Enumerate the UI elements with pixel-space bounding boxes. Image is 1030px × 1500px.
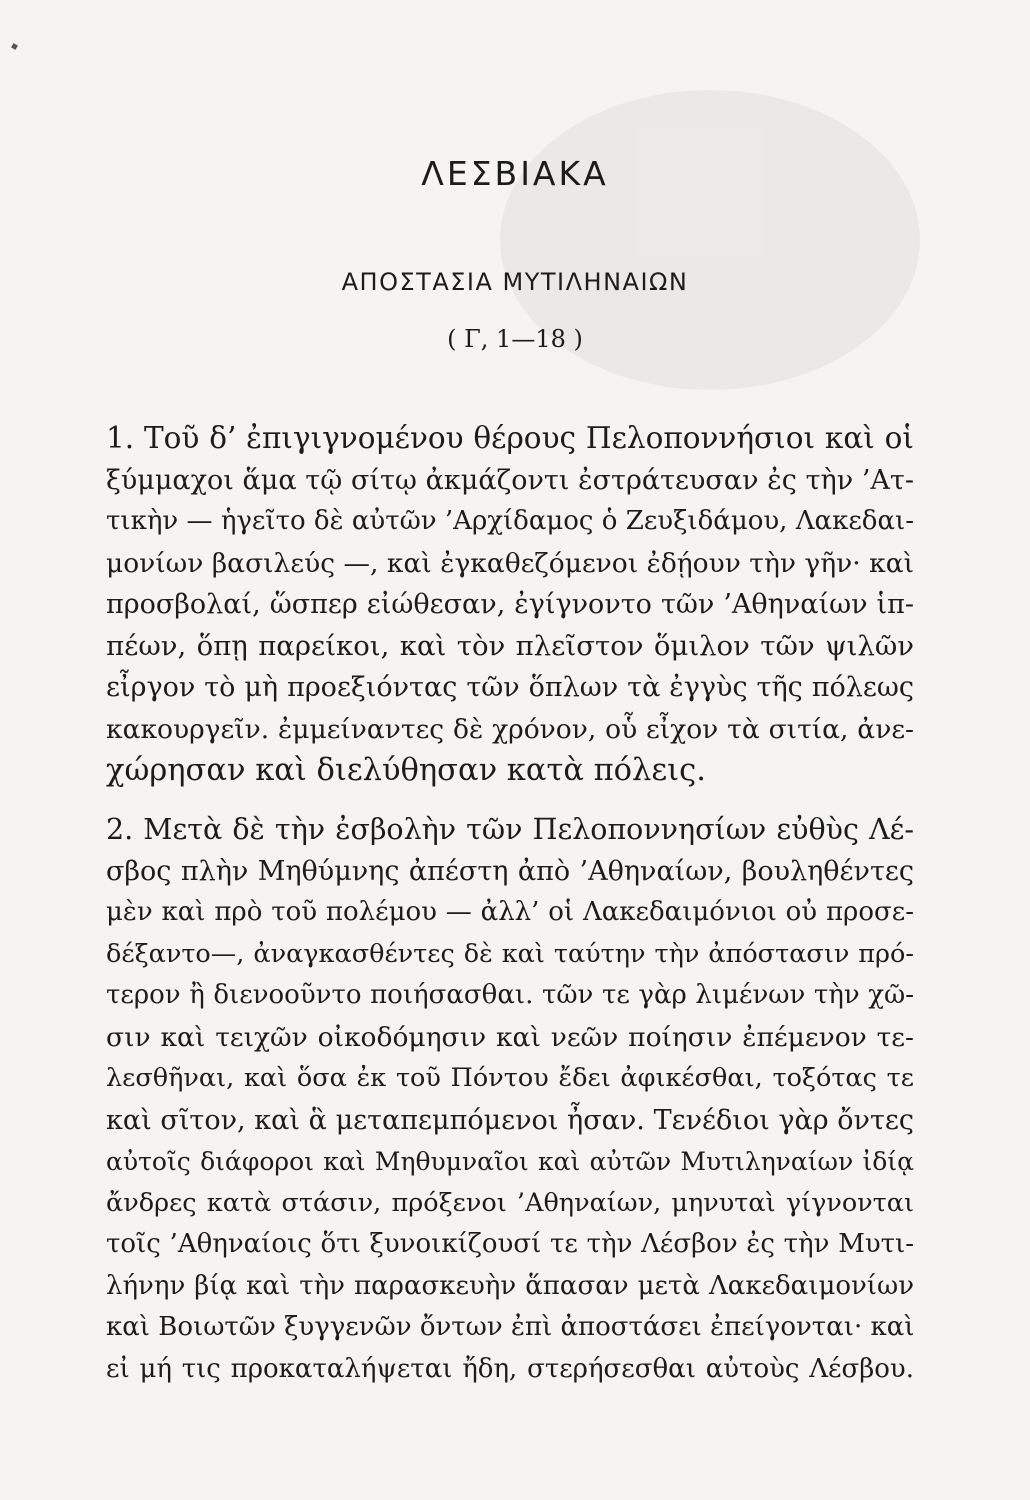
text-line: ἄνδρες κατὰ στάσιν, πρόξενοι ’Αθηναίων, μηνυταὶ γίγνονται [106,1187,914,1218]
text-line: τικὴν — ἡγεῖτο δὲ αὐτῶν ’Αρχίδαμος ὁ Ζευξιδάμου, Λακεδαι- [106,506,914,536]
text-line: αὐτοῖς διάφοροι καὶ Μηθυμναῖοι καὶ αὐτῶν Μυτιληναίων ἰδίᾳ [106,1147,914,1176]
text-line: μὲν καὶ πρὸ τοῦ πολέμου — ἀλλ’ οἱ Λακεδαιμόνιοι οὐ προσε- [106,897,914,927]
text-line: πέων, ὅπῃ παρείκοι, καὶ τὸν πλεῖστον ὅμιλον τῶν ψιλῶν [106,629,914,662]
text-line: εἰ μή τις προκαταλήψεται ἤδη, στερήσεσθαι αὐτοὺς Λέσβου. [106,1353,914,1384]
text-line: ξύμμαχοι ἅμα τῷ σίτῳ ἀκμάζοντι ἐστράτευσαν ἐς τὴν ’Ατ- [106,464,914,496]
text-line: 2. Μετὰ δὲ τὴν ἐσβολὴν τῶν Πελοποννησίων εὐθὺς Λέ- [106,813,914,846]
text-line: προσβολαί, ὥσπερ εἰώθεσαν, ἐγίγνοντο τῶν ’Αθηναίων ἱπ- [106,589,914,620]
text-line: καὶ Βοιωτῶν ξυγγενῶν ὄντων ἐπὶ ἀποστάσει ἐπείγονται· καὶ [106,1312,915,1342]
text-line: λήνην βίᾳ καὶ τὴν παρασκευὴν ἅπασαν μετὰ Λακεδαιμονίων [106,1270,914,1301]
section-subtitle: ΑΠΟΣΤΑΣΙΑ ΜΥΤΙΛΗΝΑΙΩΝ [341,268,689,296]
text-line: εἶργον τὸ μὴ προεξιόντας τῶν ὅπλων τὰ ἐγγὺς τῆς πόλεως [106,672,914,703]
text-line: τερον ἢ διενοοῦντο ποιήσασθαι. τῶν τε γὰρ λιμένων τὴν χῶ- [106,980,914,1010]
paragraph-1 [106,418,914,792]
text-line: κακουργεῖν. ἐμμείναντες δὲ χρόνον, οὗ εἶχον τὰ σιτία, ἀνε- [106,713,914,745]
text-line: χώρησαν καὶ διελύθησαν κατὰ πόλεις. [106,753,706,788]
paragraph-2 [106,809,914,1390]
text-line: δέξαντο—, ἀναγκασθέντες δὲ καὶ ταύτην τὴν ἀπόστασιν πρό- [106,938,914,969]
text-line: σιν καὶ τειχῶν οἰκοδόμησιν καὶ νεῶν ποίησιν ἐπέμενον τε- [106,1021,914,1053]
page-title: ΛΕΣΒΙΑΚΑ [421,154,609,193]
chapter-range: ( Γ, 1—18 ) [447,325,583,353]
text-line: 1. Τοῦ δ’ ἐπιγιγνομένου θέρους Πελοποννήσιοι καὶ οἱ [106,421,914,455]
text-line: λεσθῆναι, καὶ ὅσα ἐκ τοῦ Πόντου ἔδει ἀφικέσθαι, τοξότας τε [106,1063,914,1093]
text-line: τοῖς ’Αθηναίοις ὅτι ξυνοικίζουσί τε τὴν Λέσβον ἐς τὴν Μυτι- [106,1229,914,1259]
text-line: μονίων βασιλεύς —, καὶ ἐγκαθεζόμενοι ἐδῄουν τὴν γῆν· καὶ [106,547,914,579]
text-line: καὶ σῖτον, καὶ ἃ μεταπεμπόμενοι ἦσαν. Τενέδιοι γὰρ ὄντες [106,1104,914,1136]
text-line: σβος πλὴν Μηθύμνης ἀπέστη ἀπὸ ’Αθηναίων, βουληθέντες [106,855,914,887]
page-speck [11,43,18,50]
